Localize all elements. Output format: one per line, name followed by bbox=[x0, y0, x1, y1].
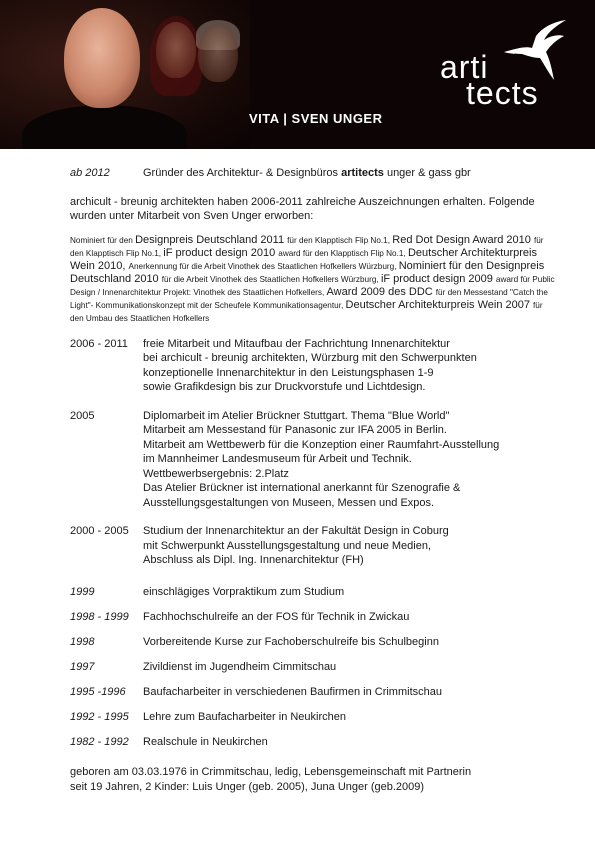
cv-content bbox=[70, 166, 555, 794]
personal-line: geboren am 03.03.1976 in Crimmitschau, ledig, Lebensgemeinschaft mit Partnerin bbox=[70, 766, 472, 778]
logo-line-2: tects bbox=[466, 75, 539, 111]
award-detail: für den Messestand "Catch the Light"- Kommunikationskonzept mit der Scheufele Kommunikationsagentur, bbox=[70, 287, 548, 310]
archicult-paragraph: archicult - breunig architekten haben 2006-2011 zahlreiche Auszeichnungen erhalten. Folgende wurden unter Mitarbeit von Sven Unger erworben: bbox=[70, 195, 535, 222]
cv-text: Vorbereitende Kurse zur Fachoberschulreife bis Schulbeginn bbox=[143, 635, 439, 648]
cv-block-career bbox=[70, 337, 555, 568]
artitects-logo bbox=[440, 49, 539, 111]
cv-text-line: Diplomarbeit im Atelier Brückner Stuttgart. Thema "Blue World" bbox=[143, 409, 450, 422]
cv-year: 1982 - 1992 bbox=[70, 735, 129, 748]
portrait-photo bbox=[0, 0, 250, 149]
cv-year: 2000 - 2005 bbox=[70, 525, 129, 537]
cv-year: 2005 bbox=[70, 409, 95, 422]
cv-text bbox=[143, 337, 555, 395]
intro-text-end: unger & gass gbr bbox=[383, 167, 471, 179]
awards-list bbox=[70, 234, 555, 325]
cv-entry bbox=[70, 585, 555, 600]
cv-text-line: Studium der Innenarchitektur an der Fakultät Design in Coburg bbox=[143, 525, 449, 537]
cv-year: 1995 -1996 bbox=[70, 685, 126, 698]
award-detail: Nominiert für den bbox=[70, 235, 136, 245]
cv-text-line: bei archicult - breunig architekten, Würzburg mit den Schwerpunkten bbox=[143, 352, 477, 364]
award-detail: für den Klapptisch Flip No.1, bbox=[70, 235, 544, 258]
award-name: iF product design 2010 bbox=[163, 246, 279, 259]
cv-year: 1998 bbox=[70, 635, 95, 648]
intro-text: Gründer des Architektur- & Designbüros bbox=[143, 167, 342, 179]
cv-text-line: Mitarbeit am Wettbewerb für die Konzeption einer Raumfahrt-Ausstellung bbox=[143, 438, 500, 451]
cv-year: 2006 - 2011 bbox=[70, 337, 128, 350]
cv-text-line: im Mannheimer Landesmuseum für Arbeit und Technik. bbox=[143, 453, 412, 465]
cv-year: 1992 - 1995 bbox=[70, 710, 129, 723]
cv-text-line: Ausstellungsgestaltungen von Museen, Messen und Expos. bbox=[143, 496, 435, 509]
personal-line: seit 19 Jahren, 2 Kinder: Luis Unger (geb. 2005), Juna Unger (geb.2009) bbox=[70, 780, 425, 793]
cv-entry bbox=[70, 735, 555, 750]
award-detail: Anerkennung für die Arbeit Vinothek des Staatlichen Hofkellers Würzburg, bbox=[128, 261, 399, 271]
background-person-face bbox=[198, 26, 238, 82]
award-detail: für den Klapptisch Flip No.1, bbox=[287, 235, 393, 245]
cv-text-line: Das Atelier Brückner ist international anerkannt für Szenografie & bbox=[143, 482, 461, 494]
award-detail: für den Umbau des Staatlichen Hofkellers bbox=[70, 300, 543, 323]
cv-entry bbox=[70, 710, 555, 725]
page-title: VITA | SVEN UNGER bbox=[249, 111, 383, 126]
cv-text: Zivildienst im Jugendheim Cimmitschau bbox=[143, 660, 337, 673]
personal-info bbox=[70, 765, 555, 794]
award-name: iF product design 2009 bbox=[380, 272, 496, 285]
cv-text-line: Abschluss als Dipl. Ing. Innenarchitektur (FH) bbox=[143, 554, 364, 566]
header-banner bbox=[0, 0, 595, 149]
cv-entry bbox=[70, 337, 555, 395]
cv-text bbox=[143, 166, 555, 181]
cv-block-education bbox=[70, 585, 555, 750]
award-name: Nominiert für den Designpreis Deutschland 2010 bbox=[70, 259, 545, 285]
award-name: Red Dot Design Award 2010 bbox=[392, 233, 534, 246]
cv-entry bbox=[70, 685, 555, 700]
cv-text-line: konzeptionelle Innenarchitektur in den Leistungsphasen 1-9 bbox=[143, 366, 434, 379]
cv-entry bbox=[70, 409, 555, 511]
cv-entry bbox=[70, 610, 555, 625]
cv-text: Realschule in Neukirchen bbox=[143, 735, 268, 748]
cv-text-line: freie Mitarbeit und Mitaufbau der Fachrichtung Innenarchitektur bbox=[143, 337, 450, 350]
cv-text: Baufacharbeiter in verschiedenen Baufirmen in Crimmitschau bbox=[143, 685, 442, 698]
main-person-torso bbox=[22, 105, 187, 149]
cv-year: ab 2012 bbox=[70, 167, 110, 179]
cv-entry bbox=[70, 660, 555, 675]
cv-text: Lehre zum Baufacharbeiter in Neukirchen bbox=[143, 710, 347, 723]
cv-year: 1998 - 1999 bbox=[70, 610, 129, 623]
cv-text-line: sowie Grafikdesign bis zur Druckvorstufe und Lichtdesign. bbox=[143, 381, 426, 393]
cv-entry bbox=[70, 166, 555, 181]
main-person-face bbox=[64, 8, 140, 108]
cv-text-line: Wettbewerbsergebnis: 2.Platz bbox=[143, 467, 289, 480]
award-name: Award 2009 des DDC bbox=[326, 285, 436, 298]
cv-entry bbox=[70, 635, 555, 650]
background-person-face bbox=[156, 22, 196, 78]
award-detail: award für Public Design / Innenarchitektur Projekt: Vinothek des Staatlichen Hofkellers, bbox=[70, 274, 555, 297]
cv-text: einschlägiges Vorpraktikum zum Studium bbox=[143, 585, 345, 598]
cv-year: 1999 bbox=[70, 585, 95, 598]
award-name: Designpreis Deutschland 2011 bbox=[135, 233, 288, 246]
brand-name: artitects bbox=[341, 167, 384, 179]
cv-text bbox=[143, 524, 555, 568]
cv-year: 1997 bbox=[70, 660, 95, 673]
award-name: Deutscher Architekturpreis Wein 2007 bbox=[345, 298, 534, 311]
cv-text-line: mit Schwerpunkt Ausstellungsgestaltung und neue Medien, bbox=[143, 539, 432, 552]
award-name: Deutscher Architekturpreis Wein 2010, bbox=[70, 246, 537, 272]
award-detail: award für den Klapptisch Flip No.1, bbox=[278, 248, 408, 258]
cv-text-line: Mitarbeit am Messestand für Panasonic zur IFA 2005 in Berlin. bbox=[143, 424, 447, 436]
cv-text bbox=[143, 409, 555, 511]
logo-line-1: arti bbox=[440, 49, 489, 85]
cv-text: Fachhochschulreife an der FOS für Technik in Zwickau bbox=[143, 610, 410, 623]
cv-entry bbox=[70, 524, 555, 568]
award-detail: für die Arbeit Vinothek des Staatlichen Hofkellers Würzburg, bbox=[161, 274, 381, 284]
